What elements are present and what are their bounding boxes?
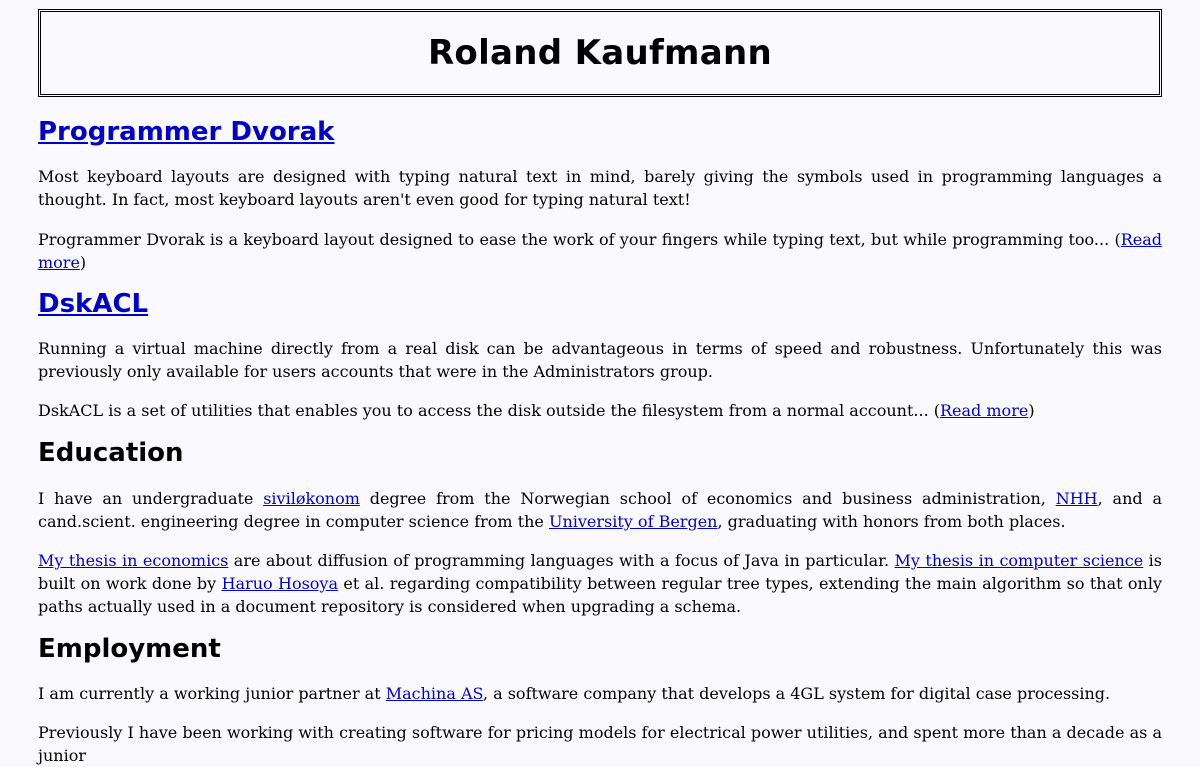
employment-text-1: I am currently a working junior partner at [38, 684, 386, 703]
page-title: Roland Kaufmann [427, 32, 773, 73]
employment-previous: Previously I have been working with creating software for pricing models for electrical power utilities, and spent more than a decade as a junior [38, 723, 1162, 765]
employment-heading: Employment [38, 634, 221, 664]
dvorak-heading [38, 116, 1162, 148]
education-text-4: , graduating with honors from both places. [717, 512, 1066, 531]
dvorak-summary-tail: ) [79, 253, 87, 272]
dskacl-read-more-link[interactable]: Read more [940, 401, 1029, 420]
dvorak-intro: Most keyboard layouts are designed with typing natural text in mind, barely giving the symbols used in programming languages a thought. In fact, most keyboard layouts aren't even good for typing natural text! [38, 167, 1162, 209]
education-text-2: degree from the Norwegian school of economics and business administration, [359, 489, 1056, 508]
education-heading: Education [38, 438, 184, 468]
employment-text-2: , a software company that develops a 4GL system for digital case processing. [482, 684, 1111, 703]
machina-as-link[interactable]: Machina AS [385, 684, 483, 703]
title-box [38, 9, 1162, 97]
university-of-bergen-link[interactable]: University of Bergen [548, 512, 718, 531]
theses-text-3: et al. regarding compatibility between regular tree types, extending the main algorithm so that only paths actually used in a document repository is considered when upgrading a schema. [38, 574, 1163, 616]
dvorak-summary-text: Programmer Dvorak is a keyboard layout designed to ease the work of your fingers while typing text, but while programming too... ( [38, 230, 1121, 249]
theses-text-1: are about diffusion of programming languages with a focus of Java in particular. [228, 551, 895, 570]
dvorak-heading-link[interactable]: Programmer Dvorak [38, 117, 335, 147]
page-content [38, 9, 1162, 767]
education-text-1: I have an undergraduate [38, 489, 264, 508]
dvorak-summary [38, 228, 1162, 274]
dskacl-summary-tail: ) [1028, 401, 1035, 420]
education-text-3: , and a cand.scient. engineering degree in computer science from the [38, 489, 1162, 531]
dskacl-summary [38, 399, 1162, 422]
dskacl-summary-text: DskACL is a set of utilities that enables you to access the disk outside the filesystem from a normal account... ( [38, 401, 940, 420]
nhh-link[interactable]: NHH [1055, 489, 1098, 508]
thesis-computer-science-link[interactable]: My thesis in computer science [894, 551, 1144, 570]
education-theses [38, 549, 1162, 618]
thesis-economics-link[interactable]: My thesis in economics [38, 551, 229, 570]
employment-current [38, 682, 1162, 705]
dskacl-intro: Running a virtual machine directly from a real disk can be advantageous in terms of speed and robustness. Unfortunately this was previously only available for users accounts that were in the Administrators group. [38, 339, 1162, 381]
dskacl-heading-link[interactable]: DskACL [38, 289, 149, 319]
dskacl-heading [38, 288, 1162, 320]
sivilokonom-link[interactable]: siviløkonom [263, 489, 360, 508]
haruo-hosoya-link[interactable]: Haruo Hosoya [221, 574, 339, 593]
dvorak-read-more-link[interactable]: Read more [38, 230, 1162, 272]
theses-text-2: is built on work done by [38, 551, 1162, 593]
education-degrees [38, 487, 1162, 533]
